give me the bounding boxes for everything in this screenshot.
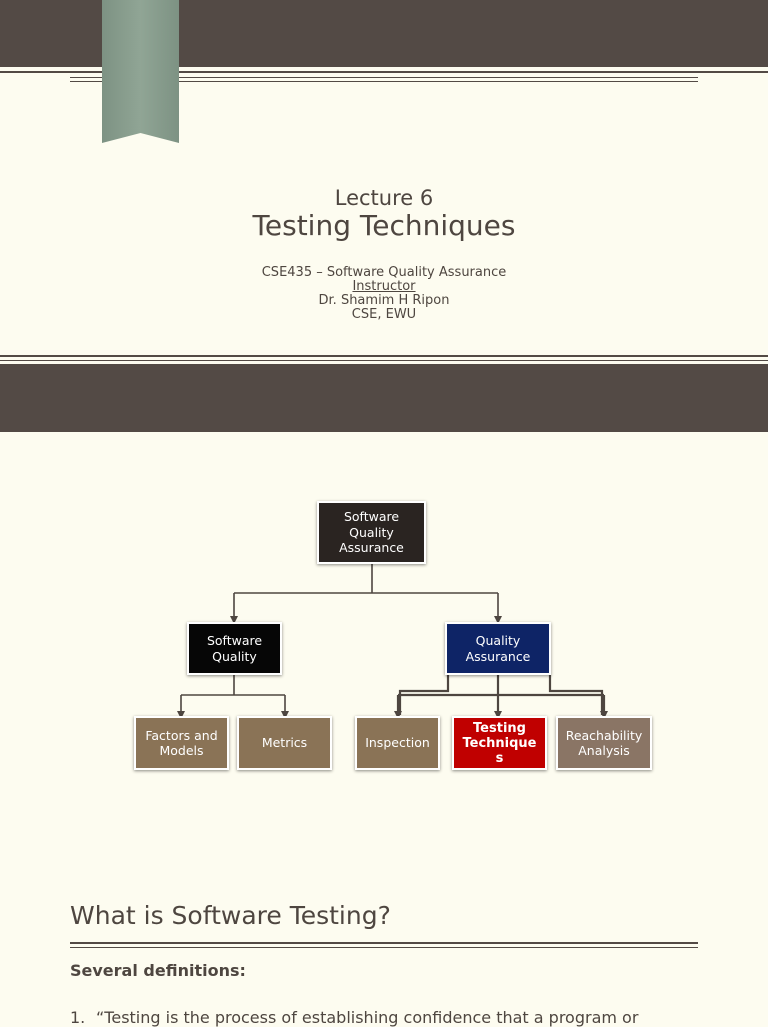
connector-qa-left-double (400, 675, 448, 715)
heading-rule-lower (70, 947, 698, 948)
definition-item-1 (70, 1008, 638, 1027)
course-name: CSE435 – Software Quality Assurance (261, 265, 507, 280)
list-number: 1. (70, 1008, 86, 1027)
node-reachability-analysis: Reachability Analysis (556, 716, 652, 770)
lecture-number: Lecture 6 (334, 186, 434, 210)
list-text: “Testing is the process of establishing confidence that a program or (96, 1008, 639, 1027)
connector-qa-right-double (550, 675, 602, 715)
node-metrics: Metrics (237, 716, 332, 770)
node-software-quality-assurance: Software Quality Assurance (317, 501, 426, 564)
lecture-title: Testing Techniques (252, 209, 516, 242)
node-testing-techniques: Testing Technique s (452, 716, 547, 770)
instructor-label: Instructor (352, 279, 416, 294)
definitions-subheading: Several definitions: (70, 961, 246, 980)
slide-heading: What is Software Testing? (70, 901, 391, 930)
instructor-name: Dr. Shamim H Ripon (318, 293, 450, 308)
node-inspection: Inspection (355, 716, 440, 770)
node-software-quality: Software Quality (187, 622, 282, 675)
department: CSE, EWU (351, 307, 417, 322)
mid-rule-upper (0, 355, 768, 357)
heading-rule-upper (70, 942, 698, 944)
mid-rule-lower (0, 360, 768, 361)
node-quality-assurance: Quality Assurance (445, 622, 551, 675)
node-factors-and-models: Factors and Models (134, 716, 229, 770)
mid-band (0, 364, 768, 432)
bookmark-ribbon (102, 0, 179, 143)
